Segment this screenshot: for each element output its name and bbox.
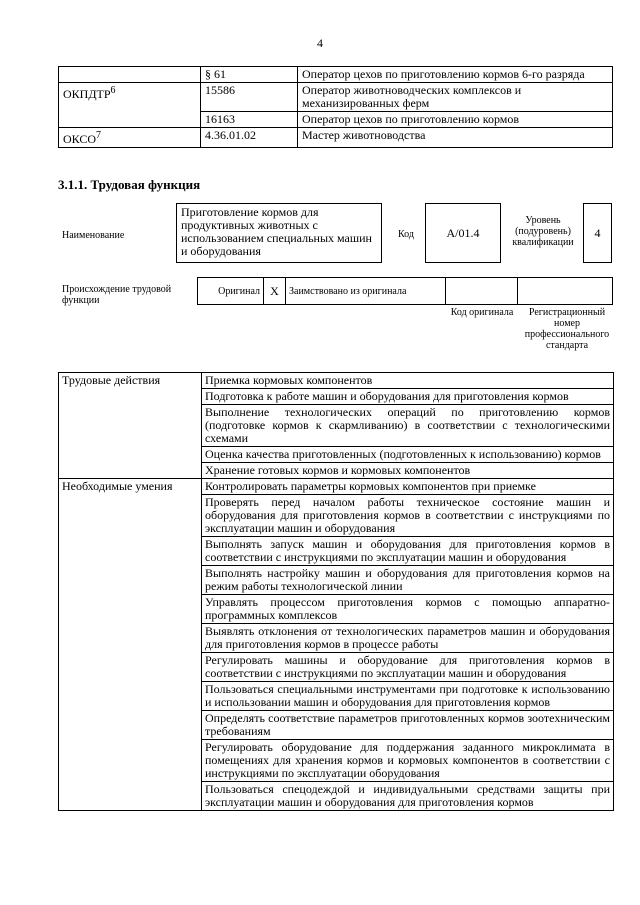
table-row <box>59 67 613 83</box>
list-item: Подготовка к работе машин и оборудования для приготовления кормов <box>202 389 614 405</box>
list-item: Пользоваться специальными инструментами при подготовке к использованию и использовании машин и оборудования для приготовления кормов <box>202 682 614 711</box>
code-label: Код <box>398 229 414 240</box>
list-item: Управлять процессом приготовления кормов с помощью аппаратно-программных комплексов <box>202 595 614 624</box>
origin-label: Происхождение трудовой функции <box>62 284 172 306</box>
list-item: Контролировать параметры кормовых компонентов при приемке <box>202 479 614 495</box>
reg-caption: Регистрационный номер профессионального стандарта <box>524 307 610 351</box>
section-title: 3.1.1. Трудовая функция <box>58 177 201 192</box>
title-cell: Мастер животноводства <box>298 128 613 148</box>
group-label: Трудовые действия <box>59 373 202 479</box>
function-details-table <box>58 372 614 811</box>
code-caption: Код оригинала <box>450 307 514 318</box>
list-item: Регулировать оборудование для поддержания заданного микроклимата в помещениях для хранения кормов и кормовых компонентов в соответствии с инструкциями по эксплуатации оборудования <box>202 740 614 782</box>
function-code-box: А/01.4 <box>425 203 501 263</box>
classification-table <box>58 66 613 148</box>
name-label: Наименование <box>62 230 125 241</box>
code-cell: 16163 <box>201 112 298 128</box>
original-mark: X <box>264 278 286 305</box>
origin-table <box>197 277 613 305</box>
list-item: Выполнять настройку машин и оборудования для приготовления кормов на режим работы технологической линии <box>202 566 614 595</box>
code-cell: § 61 <box>201 67 298 83</box>
table-row <box>59 373 614 389</box>
classifier-cell <box>59 67 201 83</box>
list-item: Регулировать машины и оборудование для приготовления кормов в соответствии с инструкциями по эксплуатации машин и оборудования <box>202 653 614 682</box>
original-cell: Оригинал <box>198 278 264 305</box>
table-row <box>59 83 613 112</box>
reg-number-cell <box>518 278 613 305</box>
title-cell: Оператор цехов по приготовлению кормов 6-го разряда <box>298 67 613 83</box>
list-item: Проверять перед началом работы техническое состояние машин и оборудования для приготовления кормов в соответствии с инструкциями по эксплуатации машин и оборудования <box>202 495 614 537</box>
list-item: Оценка качества приготовленных (подготовленных к использованию) кормов <box>202 447 614 463</box>
list-item: Приемка кормовых компонентов <box>202 373 614 389</box>
title-cell: Оператор цехов по приготовлению кормов <box>298 112 613 128</box>
list-item: Определять соответствие параметров приготовленных кормов зоотехническим требованиям <box>202 711 614 740</box>
table-row <box>59 479 614 495</box>
title-cell: Оператор животноводческих комплексов и механизированных ферм <box>298 83 613 112</box>
list-item: Выполнение технологических операций по приготовлению кормов (подготовке кормов к скармливанию) в соответствии с технологическими схемами <box>202 405 614 447</box>
table-row <box>59 128 613 148</box>
footnote-ref: 6 <box>110 85 116 96</box>
original-code-cell <box>446 278 518 305</box>
code-cell: 4.36.01.02 <box>201 128 298 148</box>
borrowed-cell: Заимствовано из оригинала <box>286 278 446 305</box>
list-item: Выявлять отклонения от технологических параметров машин и оборудования для приготовления кормов в процессе работы <box>202 624 614 653</box>
code-cell: 15586 <box>201 83 298 112</box>
table-row <box>198 278 613 305</box>
list-item: Пользоваться спецодеждой и индивидуальными средствами защиты при эксплуатации машин и оборудования для приготовления кормов <box>202 782 614 811</box>
level-box: 4 <box>583 203 612 263</box>
classifier-cell: ОКСО$^7$ <box>59 128 201 148</box>
function-name-box: Приготовление кормов для продуктивных животных с использованием специальных машин и оборудования <box>176 203 382 263</box>
classifier-cell: ОКПДТР$^6$ <box>59 83 201 128</box>
list-item: Выполнять запуск машин и оборудования для приготовления кормов в соответствии с инструкциями по эксплуатации машин и оборудования <box>202 537 614 566</box>
footnote-ref: 7 <box>96 130 102 141</box>
level-label: Уровень (подуровень) квалификации <box>512 215 574 248</box>
group-label: Необходимые умения <box>59 479 202 811</box>
page-number: 4 <box>317 36 323 50</box>
list-item: Хранение готовых кормов и кормовых компонентов <box>202 463 614 479</box>
